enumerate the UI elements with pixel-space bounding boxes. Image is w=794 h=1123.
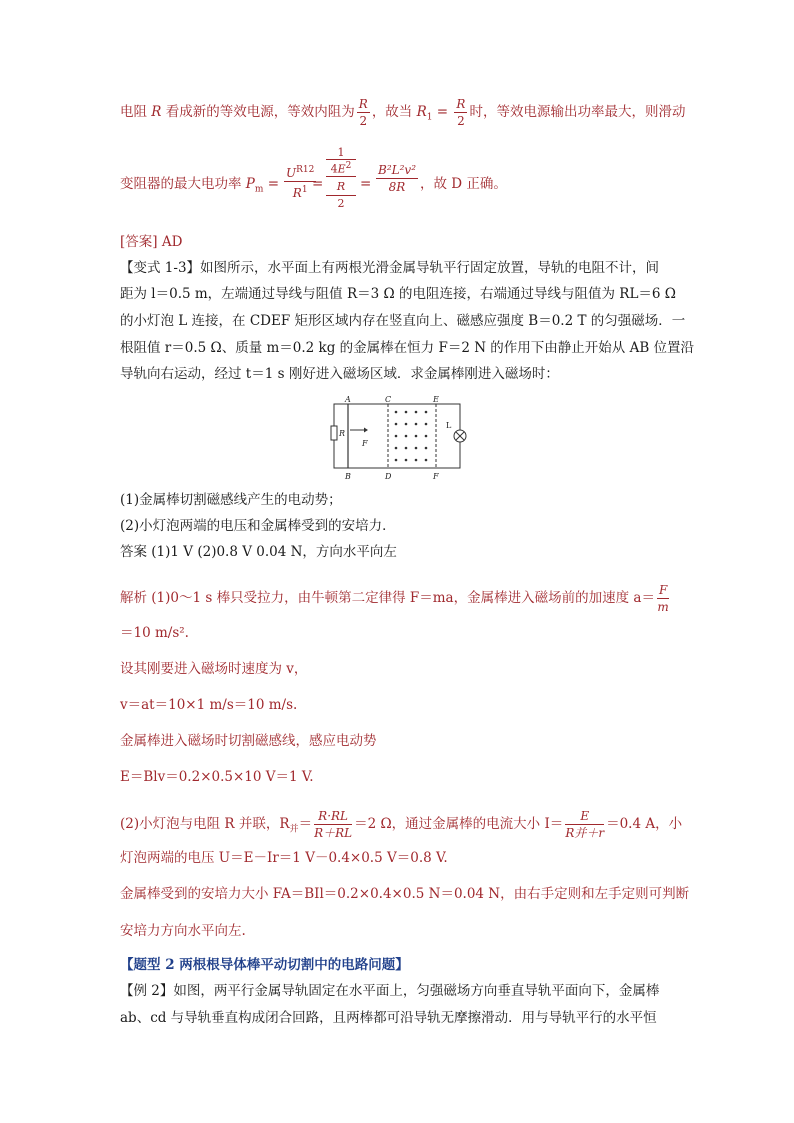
label-b: B — [345, 472, 351, 481]
answer-2: 答案 (1)1 V (2)0.8 V 0.04 N，方向水平向左 — [120, 544, 397, 560]
question-1: (1)金属棒切割磁感线产生的电动势； — [120, 492, 342, 508]
text-span: 看成新的等效电源，等效内阻为 — [161, 104, 355, 120]
solution-line-1: 电阻 R 看成新的等效电源，等效内阻为 $\frac{R}{2}$ ，故当 $R_1$ = $\frac{R}{2}$ 时，等效电源输出功率最大，则滑动 — [120, 97, 686, 128]
fraction-r-over-2: $\frac{R}{2}$ — [358, 97, 368, 128]
arrow-head-icon — [364, 428, 368, 433]
fraction-u2-over-r: $\frac{U^{R12}}{R^1}$ — [284, 162, 316, 201]
problem-text-2: 距为 l＝0.5 m，左端通过导线与阻值 R＝3 Ω 的电阻连接，右端通过导线与阻值为 RL＝6 Ω — [120, 286, 676, 302]
solution-s10: 安培力方向水平向左. — [120, 923, 246, 939]
solution-s4: v＝at＝10×1 m/s＝10 m/s. — [120, 697, 298, 713]
solution-s3: 设其刚要进入磁场时速度为 v， — [120, 661, 308, 677]
fraction-parallel-resistance: $\frac{R\cdot RL}{R+RL}$ — [314, 809, 353, 840]
problem-text-1: 【变式 1-3】如图所示，水平面上有两根光滑金属导轨平行固定放置，导轨的电阻不计，间 — [120, 260, 660, 276]
section-heading-type-2: 【题型 2 两根根导体棒平动切割中的电路问题】 — [120, 957, 409, 973]
solution-s9: 金属棒受到的安培力大小 FA＝BIl＝0.2×0.4×0.5 N＝0.04 N，由右手定则和左手定则可判断 — [120, 886, 690, 902]
text-span: 电阻 — [120, 104, 152, 120]
resistor-r — [331, 426, 337, 440]
label-e: E — [433, 396, 439, 404]
solution-s2: ＝10 m/s². — [120, 625, 189, 641]
solution-s8: 灯泡两端的电压 U＝E－Ir＝1 V－0.4×0.5 V＝0.8 V. — [120, 850, 448, 866]
solution-s1: 解析 (1)0～1 s 棒只受拉力，由牛顿第二定律得 F＝ma，金属棒进入磁场前的加速度 a＝ $\frac{F}{m}$ — [120, 583, 669, 614]
answer-line: [答案] AD — [120, 234, 183, 250]
solution-s7: (2)小灯泡与电阻 R 并联，$R_并=$ $\frac{R\cdot RL}{R+RL}$ ＝2 Ω，通过金属棒的电流大小 I＝ $\frac{E}{\text{R并＋r}}$ ＝0.4 A，小 — [120, 809, 683, 840]
fraction-quarter-e2-over-r-half: 1 $4E^2$ R 2 — [326, 146, 356, 212]
question-2: (2)小灯泡两端的电压和金属棒受到的安培力． — [120, 518, 396, 534]
label-d: D — [385, 472, 392, 481]
problem-text-4: 根阻值 r＝0.5 Ω、质量 m＝0.2 kg 的金属棒在恒力 F＝2 N 的作用下由静止开始从 AB 位置沿 — [120, 340, 695, 356]
text-span: 时，等效电源输出功率最大，则滑动 — [469, 104, 686, 120]
label-lamp: L — [446, 421, 452, 430]
problem-text-3: 的小灯泡 L 连接，在 CDEF 矩形区域内存在竖直向上、磁感应强度 B＝0.2 T 的匀强磁场．一 — [120, 313, 686, 329]
circuit-diagram — [322, 396, 472, 484]
label-r: R — [339, 429, 346, 438]
fraction-current: $\frac{E}{\text{R并＋r}}$ — [565, 809, 605, 840]
label-f: F — [433, 472, 439, 481]
problem-text-5: 导轨向右运动，经过 t＝1 s 刚好进入磁场区域．求金属棒刚进入磁场时： — [120, 366, 559, 382]
label-a: A — [345, 396, 351, 404]
fraction-r-over-2b: $\frac{R}{2}$ — [456, 97, 466, 128]
text-span: ，故当 — [371, 104, 417, 120]
fraction-b2l2v2-over-8r: $\frac{\text{B²L²v²}}{8R}$ — [378, 163, 416, 194]
example-2-text-2: ab、cd 与导轨垂直构成闭合回路，且两棒都可沿导轨无摩擦滑动．用与导轨平行的水平恒 — [120, 1010, 657, 1026]
var-r1: R — [416, 104, 427, 120]
label-c: C — [385, 396, 392, 404]
solution-s5: 金属棒进入磁场时切割磁感线，感应电动势 — [120, 733, 377, 749]
solution-line-2: 变阻器的最大电功率 $P_m$ = $\frac{U^{R12}}{R^1}$ = 1 $4E^2$ R 2 = $\frac{\text{B²L²v²}}{8R}$ ，故 D 正确。 — [120, 146, 507, 210]
var-r: R — [151, 104, 162, 120]
solution-s6: E＝Blv＝0.2×0.5×10 V＝1 V. — [120, 769, 314, 785]
fraction-f-over-m: $\frac{F}{m}$ — [657, 583, 669, 614]
label-force: F — [362, 439, 368, 448]
example-2-text-1: 【例 2】如图，两平行金属导轨固定在水平面上，匀强磁场方向垂直导轨平面向下，金属棒 — [120, 983, 660, 999]
magnetic-field-dots — [395, 411, 428, 462]
